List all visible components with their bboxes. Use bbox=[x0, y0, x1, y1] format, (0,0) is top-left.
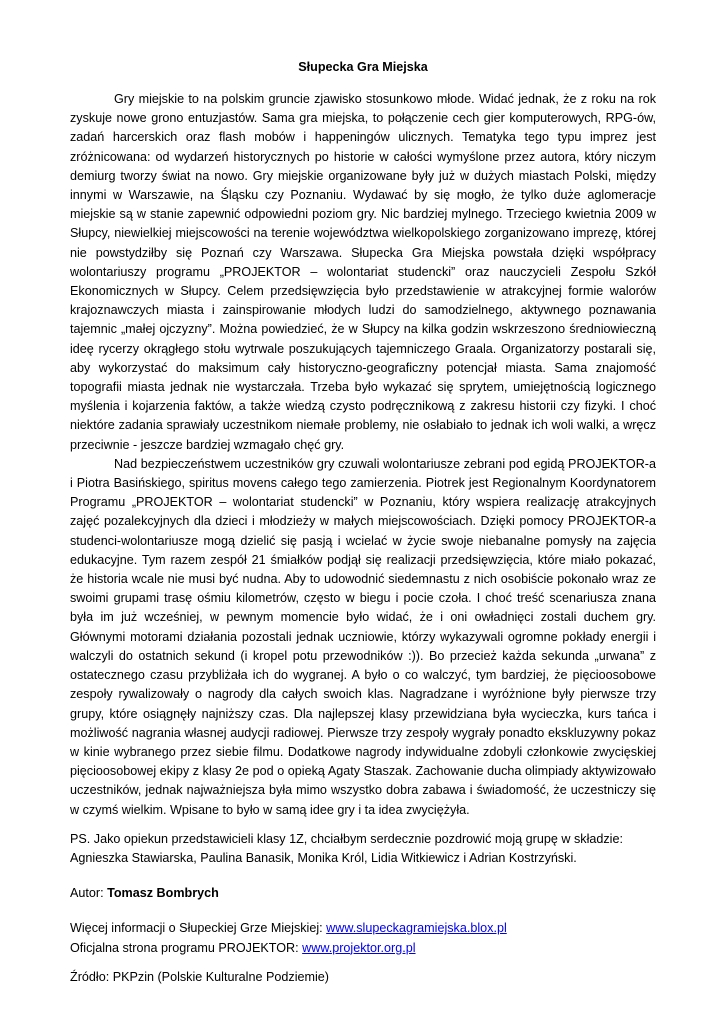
author-name: Tomasz Bombrych bbox=[107, 886, 219, 901]
official-site-label: Oficjalna strona programu PROJEKTOR: bbox=[70, 940, 303, 955]
document-title: Słupecka Gra Miejska bbox=[298, 60, 428, 74]
more-info-line bbox=[70, 919, 656, 938]
links-block bbox=[70, 919, 656, 957]
document-page bbox=[70, 58, 656, 987]
author-label: Autor: bbox=[70, 886, 108, 901]
official-site-line bbox=[70, 939, 656, 958]
paragraph-volunteers: Nad bezpieczeństwem uczestników gry czuwali wolontariusze zebrani pod egidą PROJEKTOR-a i Piotra Basińskiego, spiritus movens całego tego zamierzenia. Piotrek jest Regionalnym Koordynatorem Programu „PROJEKTOR – wolontariat studencki” w Poznaniu, który wspiera realizację atrakcyjnych zajęć pozalekcyjnych dla dzieci i młodzieży w małych miejscowościach. Dzięki pomocy PROJEKTOR-a studenci-wolontariusze mogą dzielić się pasją i wcielać w życie swoje niebanalne pomysły na zajęcia edukacyjne. Tym razem zespół 21 śmiałków podjął się realizacji przedsięwzięcia, które miało pokazać, że historia wcale nie musi być nudna. Aby to udowodnić siedemnastu z nich osobiście pokonało wraz ze swoimi grupami trasę ośmiu kilometrów, często w biegu i pocie czoła. I choć treść scenariusza znana była im już wcześniej, w pewnym momencie było widać, że i oni owładnięci zostali duchem gry. Głównymi motorami działania pozostali jednak uczniowie, którzy wykazywali ogromne pokłady energii i walczyli do ostatnich sekund (i kropel potu przewodników :)). Bo przecież każda sekunda „urwana” z ostatecznego czasu przybliżała ich do wygranej. A było o co walczyć, tym bardziej, że pięcioosobowe zespoły rywalizowały o nagrody dla całych swoich klas. Nagradzane i wyróżnione były pierwsze trzy grupy, które osiągnęły najniższy czas. Dla najlepszej klasy przewidziana była wycieczka, kurs tańca i możliwość nagrania własnej audycji radiowej. Pierwsze trzy zespoły wygrały ponadto ekskluzywny pokaz w kinie wybranego przez siebie filmu. Dodatkowe nagrody indywidualne zdobyli członkowie zwycięskiej pięcioosobowej ekipy z klasy 2e pod o opieką Agaty Staszak. Zachowanie ducha olimpiady aktywizowało uczestników, jednak najważniejsza była mimo wszystko dobra zabawa i świadomość, że uczestniczy się w czymś wielkim. Wpisane to było w samą idee gry i ta idea zwyciężyła. bbox=[70, 456, 656, 817]
paragraph-intro: Gry miejskie to na polskim gruncie zjawisko stosunkowo młode. Widać jednak, że z roku na rok zyskuje nowe grono entuzjastów. Sama gra miejska, to połączenie cech gier komputerowych, RPG-ów, zadań harcerskich oraz flash mobów i happeningów ulicznych. Tematyka tego typu imprez jest zróżnicowana: od wydarzeń historycznych po historie w całości wymyślone przez autora, który niczym demiurg tworzy świat na nowo. Gry miejskie organizowane były już w dużych miastach Polski, między innymi w Warszawie, na Śląsku czy Poznaniu. Wydawać by się mogło, że tylko duże aglomeracje miejskie są w stanie zapewnić odpowiedni poziom gry. Nic bardziej mylnego. Trzeciego kwietnia 2009 w Słupcy, niewielkiej miejscowości na terenie województwa wielkopolskiego zorganizowano imprezę, której nie powstydziłby się Poznań czy Warszawa. Słupecka Gra Miejska powstała dzięki współpracy wolontariuszy programu „PROJEKTOR – wolontariat studencki” oraz nauczycieli Zespołu Szkół Ekonomicznych w Słupcy. Celem przedsięwzięcia było przedstawienie w atrakcyjnej formie walorów krajoznawczych miasta i zainspirowanie młodych ludzi do samodzielnego, aktywnego poznawania tajemnic „małej ojczyzny”. Można powiedzieć, że w Słupcy na kilka godzin wskrzeszono średniowieczną ideę rycerzy okrągłego stołu wytrwale poszukujących tajemniczego Graala. Organizatorzy postarali się, aby wykorzystać do maksimum cały historyczno-geograficzny potencjał miasta. Sama znajomość topografii miasta jednak nie wystarczała. Trzeba było wykazać się sprytem, umiejętnością logicznego myślenia i kojarzenia faktów, a także wiedzą czysto podręcznikową z zakresu historii czy fizyki. I choć niektóre zadania sprawiały uczestnikom niemałe problemy, nie osłabiało to jednak ich woli walki, a wręcz przeciwnie - jeszcze bardziej wzmagało chęć gry. bbox=[70, 92, 656, 452]
official-site-link[interactable]: www.projektor.org.pl bbox=[302, 940, 416, 955]
source-line: Źródło: PKPzin (Polskie Kulturalne Podziemie) bbox=[70, 969, 329, 984]
author-line bbox=[70, 884, 656, 903]
postscript: PS. Jako opiekun przedstawicieli klasy 1Z, chciałbym serdecznie pozdrowić moją grupę w składzie: Agnieszka Stawiarska, Paulina Banasik, Monika Król, Lidia Witkiewicz i Adrian Kostrzyński. bbox=[70, 831, 623, 865]
more-info-label: Więcej informacji o Słupeckiej Grze Miejskiej: bbox=[70, 921, 327, 936]
more-info-link[interactable]: www.slupeckagramiejska.blox.pl bbox=[326, 921, 507, 936]
